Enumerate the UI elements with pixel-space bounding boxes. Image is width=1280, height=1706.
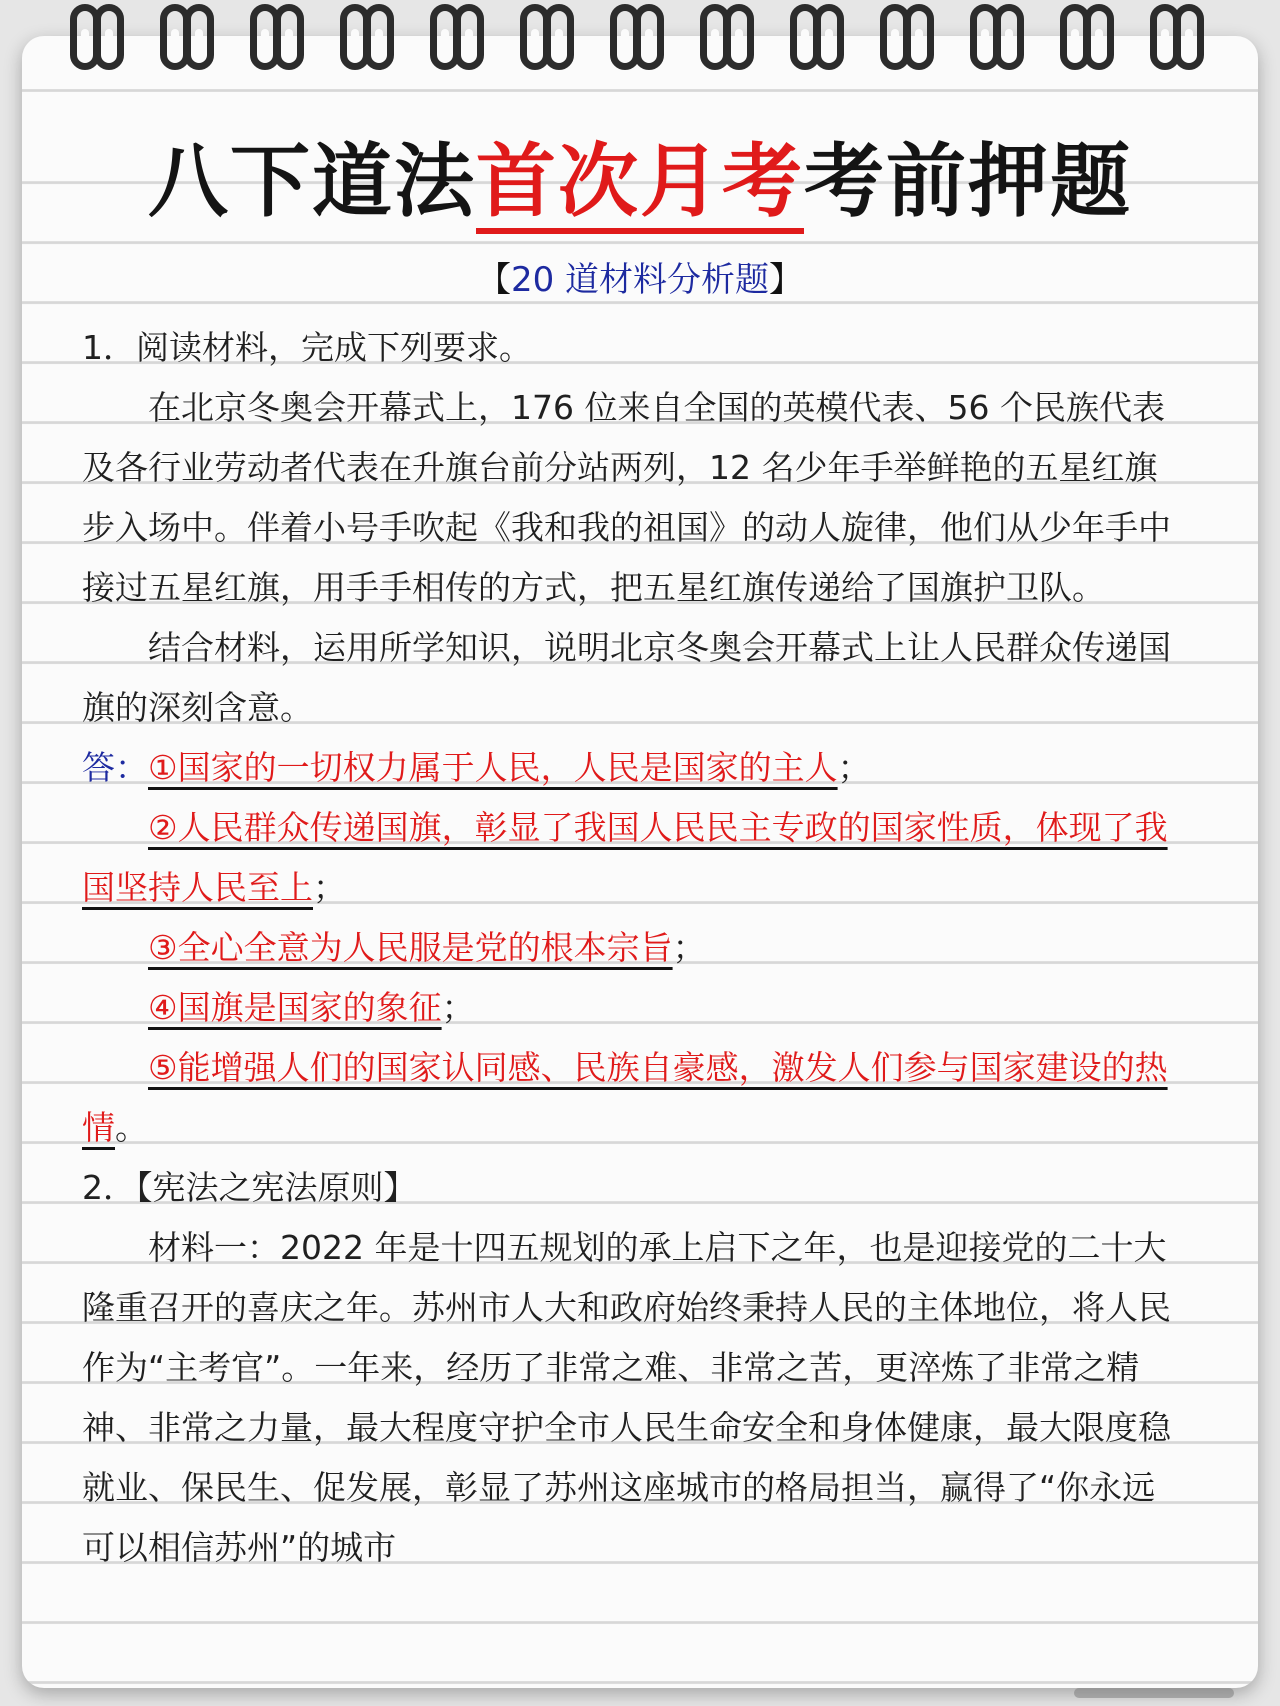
- question-1-material: 在北京冬奥会开幕式上，176 位来自全国的英模代表、56 个民族代表及各行业劳动者代表在升旗台前分站两列，12 名少年手举鲜艳的五星红旗步入场中。伴着小号手吹起《我和我的祖国》的动人旋律，他们从少年手中接过五星红旗，用手手相传的方式，把五星红旗传递给了国旗护卫队。: [82, 388, 1171, 607]
- answer-label: 答：: [82, 748, 148, 787]
- answer-point-4: [82, 978, 1176, 1038]
- question-2-material: 材料一：2022 年是十四五规划的承上启下之年，也是迎接党的二十大隆重召开的喜庆之年。苏州市人大和政府始终秉持人民的主体地位，将人民作为“主考官”。一年来，经历了非常之难、非常之苦，更淬炼了非常之精神、非常之力量，最大程度守护全市人民生命安全和身体健康，最大限度稳就业、保民生、促发展，彰显了苏州这座城市的格局担当，赢得了“你永远可以相信苏州”的城市: [82, 1228, 1171, 1567]
- notebook-page: [22, 36, 1258, 1688]
- question-1-prompt: 结合材料，运用所学知识，说明北京冬奥会开幕式上让人民群众传递国旗的深刻含意。: [82, 628, 1171, 727]
- scroll-indicator[interactable]: [1074, 1688, 1234, 1698]
- document-body: [82, 318, 1176, 1578]
- binding-ring-icon: [184, 4, 214, 70]
- answer-point-3: [82, 918, 1176, 978]
- binding-ring-icon: [814, 4, 844, 70]
- binding-ring-icon: [1084, 4, 1114, 70]
- binding-ring-icon: [634, 4, 664, 70]
- bracket-open: 【: [476, 260, 511, 300]
- title-highlight: 首次月考: [476, 135, 804, 234]
- answer-text-2: ②人民群众传递国旗，彰显了我国人民民主专政的国家性质，体现了我国坚持人民至上: [82, 808, 1168, 907]
- answer-text-5: ⑤能增强人们的国家认同感、民族自豪感，激发人们参与国家建设的热情: [82, 1048, 1168, 1147]
- answer-point-2: [82, 798, 1176, 918]
- answer-5-period: 。: [115, 1108, 148, 1147]
- answer-3-semicolon: ；: [672, 928, 706, 967]
- answer-1-semicolon: ；: [837, 748, 871, 787]
- answer-2-semicolon: ；: [313, 868, 346, 907]
- binding-ring-icon: [544, 4, 574, 70]
- bracket-close: 】: [769, 260, 804, 300]
- question-1-heading: 1．阅读材料，完成下列要求。: [82, 328, 532, 367]
- answer-text-1: ①国家的一切权力属于人民，人民是国家的主人: [148, 748, 838, 787]
- binding-ring-icon: [994, 4, 1024, 70]
- answer-point-1: [82, 738, 1176, 798]
- binding-ring-icon: [1174, 4, 1204, 70]
- binding-ring-icon: [904, 4, 934, 70]
- binding-ring-icon: [724, 4, 754, 70]
- spiral-binding: [0, 0, 1280, 80]
- page-title: [22, 132, 1258, 232]
- subtitle-text: 20 道材料分析题: [510, 260, 770, 300]
- title-part3: 考前押题: [804, 135, 1132, 228]
- answer-text-3: ③全心全意为人民服是党的根本宗旨: [148, 928, 673, 967]
- answer-text-4: ④国旗是国家的象征: [148, 988, 442, 1027]
- title-part1: 八下道法: [148, 135, 476, 228]
- answer-4-semicolon: ；: [441, 988, 475, 1027]
- binding-ring-icon: [454, 4, 484, 70]
- page-subtitle: [22, 258, 1258, 302]
- binding-ring-icon: [364, 4, 394, 70]
- binding-ring-icon: [94, 4, 124, 70]
- answer-point-5: [82, 1038, 1176, 1158]
- binding-ring-icon: [274, 4, 304, 70]
- question-2-heading: 2．【宪法之宪法原则】: [82, 1168, 417, 1207]
